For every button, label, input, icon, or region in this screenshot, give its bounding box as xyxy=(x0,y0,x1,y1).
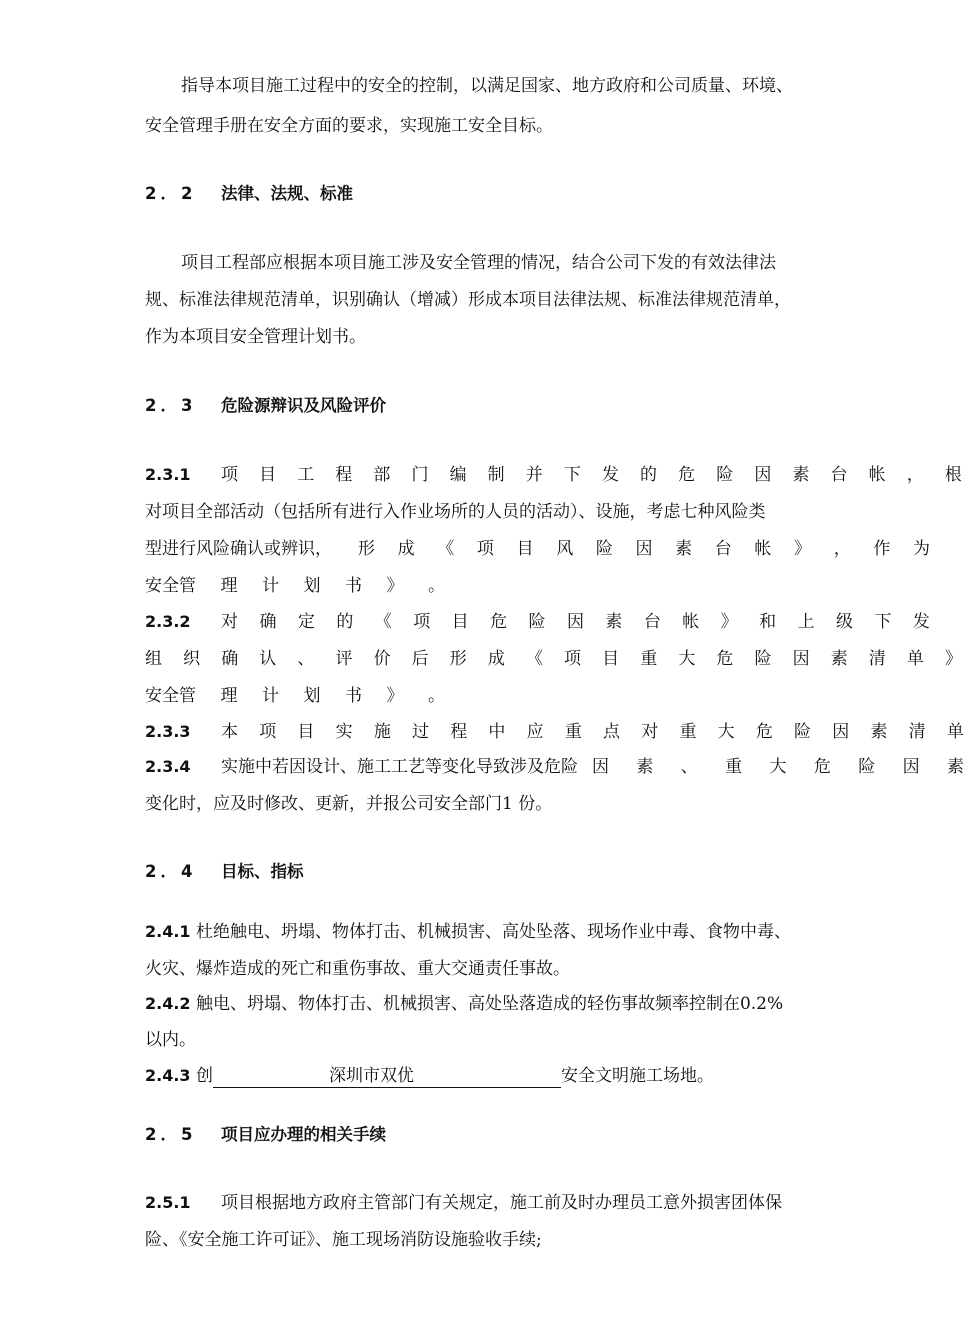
char: 程 xyxy=(450,722,468,742)
section-title: 法律、法规、标准 xyxy=(221,184,353,203)
item-number: 2.3.1 xyxy=(145,465,191,484)
char: 清 xyxy=(868,649,886,669)
char: 因 xyxy=(592,757,609,777)
char: 因 xyxy=(566,612,584,632)
char: 上 xyxy=(797,612,815,632)
char: 帐 xyxy=(682,612,700,632)
char: 过 xyxy=(412,722,430,742)
paragraph-line: 作为本项目安全管理计划书。 xyxy=(145,327,366,347)
item-text: 触电、坍塌、物体打击、机械损害、高处坠落造成的轻伤事故频率控制在0.2% xyxy=(195,994,784,1014)
char: 下 xyxy=(874,612,892,632)
item-text: 项目根据地方政府主管部门有关规定，施工前及时办理员工意外损害团体保 xyxy=(221,1193,782,1213)
char: ， xyxy=(833,539,851,559)
char: 价 xyxy=(373,649,391,669)
char: 评 xyxy=(335,649,353,669)
item-2-3-1-line-3 xyxy=(145,537,950,561)
char: 因 xyxy=(754,465,772,485)
char: 理 xyxy=(220,686,238,706)
char: 险 xyxy=(794,722,812,742)
char: 计 xyxy=(262,576,279,596)
char: 目 xyxy=(297,722,315,742)
paragraph-line: 指导本项目施工过程中的安全的控制，以满足国家、地方政府和公司质量、环境、 xyxy=(181,76,793,96)
item-number: 2.4.2 xyxy=(145,994,191,1013)
char: 级 xyxy=(836,612,853,632)
char: 危 xyxy=(716,649,734,669)
char: 。 xyxy=(428,686,445,706)
char: 》 xyxy=(720,612,738,632)
char: 》 xyxy=(944,649,962,669)
item-2-4-1-line-2: 火灾、爆炸造成的死亡和重伤事故、重大交通责任事故。 xyxy=(145,959,570,979)
section-title: 危险源辩识及风险评价 xyxy=(221,396,386,415)
char: 对 xyxy=(221,612,238,632)
char: 根 xyxy=(944,465,962,485)
char: 目 xyxy=(451,612,469,632)
char: 险 xyxy=(528,612,546,632)
char: 《 xyxy=(374,612,392,632)
char: 发 xyxy=(912,612,930,632)
char: 危 xyxy=(678,465,696,485)
char: 危 xyxy=(813,757,831,777)
item-text: 创 xyxy=(195,1066,213,1086)
char: 《 xyxy=(437,539,455,559)
text-segment: 型进行风险确认或辨识， xyxy=(145,539,332,559)
char: 素 xyxy=(636,757,654,777)
char: 编 xyxy=(449,465,467,485)
char: 险 xyxy=(858,757,876,777)
char: 大 xyxy=(717,722,735,742)
section-heading-2-5 xyxy=(145,1123,950,1147)
char: 对 xyxy=(641,722,659,742)
char: 《 xyxy=(525,649,543,669)
char: ， xyxy=(906,465,924,485)
item-number: 2.4.3 xyxy=(145,1066,191,1085)
item-2-3-1-line-4 xyxy=(145,574,445,598)
item-text: 安全文明施工场地。 xyxy=(560,1066,714,1086)
item-2-3-4-line-2: 变化时，应及时修改、更新，并报公司安全部门1 份。 xyxy=(145,794,553,814)
char: 重 xyxy=(564,722,582,742)
section-title: 目标、指标 xyxy=(221,862,304,881)
char: 安全管 xyxy=(145,686,196,706)
char: 危 xyxy=(755,722,773,742)
spread-text xyxy=(145,684,445,708)
item-2-3-4-line-1 xyxy=(145,755,964,779)
char: 项 xyxy=(564,649,582,669)
char: 险 xyxy=(754,649,772,669)
char: 台 xyxy=(714,539,732,559)
char: 门 xyxy=(411,465,429,485)
char: 》 xyxy=(794,539,812,559)
section-number: 2．3 xyxy=(145,396,197,415)
item-2-5-1-line-2: 险、《安全施工许可证》、施工现场消防设施验收手续; xyxy=(145,1230,542,1250)
char: 险 xyxy=(716,465,734,485)
char: 素 xyxy=(605,612,623,632)
char: 后 xyxy=(411,649,429,669)
char: 清 xyxy=(908,722,926,742)
char: 部 xyxy=(373,465,391,485)
item-2-3-1-line-2: 对项目全部活动（包括所有进行入作业场所的人员的活动）、设施，考虑七种风险类 xyxy=(145,502,766,522)
char: 实 xyxy=(335,722,353,742)
item-number: 2.3.4 xyxy=(145,757,191,776)
char: 的 xyxy=(336,612,354,632)
char: 大 xyxy=(678,649,696,669)
char: 危 xyxy=(490,612,508,632)
item-2-3-3-line-1 xyxy=(145,720,964,744)
char: 下 xyxy=(563,465,581,485)
spread-text xyxy=(145,647,962,671)
char: 项 xyxy=(259,722,277,742)
char: 因 xyxy=(902,757,920,777)
char: 认 xyxy=(259,649,277,669)
item-2-3-1-line-1 xyxy=(145,463,962,487)
char: 素 xyxy=(675,539,693,559)
char: 素 xyxy=(947,757,964,777)
section-heading-2-2 xyxy=(145,182,950,206)
item-number: 2.4.1 xyxy=(145,922,191,941)
char: 目 xyxy=(516,539,534,559)
char: 项 xyxy=(476,539,494,559)
char: 划 xyxy=(303,576,321,596)
char: 因 xyxy=(792,649,810,669)
spread-text xyxy=(592,755,964,779)
char: 单 xyxy=(946,722,964,742)
char: 制 xyxy=(487,465,505,485)
char: 》 xyxy=(386,686,404,706)
char: 确 xyxy=(221,649,239,669)
char: 组 xyxy=(145,649,162,669)
char: 目 xyxy=(602,649,620,669)
char: 素 xyxy=(870,722,888,742)
char: 风 xyxy=(556,539,574,559)
char: 计 xyxy=(262,686,279,706)
char: 点 xyxy=(603,722,621,742)
spread-text xyxy=(358,537,930,561)
spread-text xyxy=(221,720,964,744)
char: 和 xyxy=(759,612,777,632)
paragraph-line: 项目工程部应根据本项目施工涉及安全管理的情况，结合公司下发的有效法律法 xyxy=(181,253,776,273)
item-number: 2.3.3 xyxy=(145,722,191,741)
item-2-4-2-line-1 xyxy=(145,992,950,1016)
char: 安全管 xyxy=(145,576,196,596)
char: 素 xyxy=(830,649,848,669)
char: 素 xyxy=(792,465,810,485)
char: 书 xyxy=(345,576,362,596)
char: 险 xyxy=(595,539,613,559)
char: 目 xyxy=(259,465,277,485)
char: 并 xyxy=(525,465,543,485)
char: 重 xyxy=(725,757,743,777)
paragraph-line: 安全管理手册在安全方面的要求，实现施工安全目标。 xyxy=(145,116,553,136)
char: 应 xyxy=(526,722,544,742)
item-text: 杜绝触电、坍塌、物体打击、机械损害、高处坠落、现场作业中毒、食物中毒、 xyxy=(195,922,791,942)
char: 形 xyxy=(449,649,467,669)
section-heading-2-3 xyxy=(145,394,950,418)
item-2-3-2-line-1 xyxy=(145,610,950,634)
char: 书 xyxy=(345,686,362,706)
char: 的 xyxy=(640,465,658,485)
char: 程 xyxy=(335,465,353,485)
paragraph-line: 规、标准法律规范清单，识别确认（增减）形成本项目法律法规、标准法律规范清单， xyxy=(145,290,791,310)
char: 织 xyxy=(183,649,201,669)
char: 本 xyxy=(221,722,238,742)
char: 确 xyxy=(259,612,277,632)
section-number: 2．2 xyxy=(145,184,197,203)
char: 发 xyxy=(601,465,619,485)
char: 大 xyxy=(769,757,787,777)
char: 项 xyxy=(413,612,431,632)
char: 成 xyxy=(487,649,505,669)
section-heading-2-4 xyxy=(145,860,950,884)
char: 台 xyxy=(643,612,661,632)
item-2-5-1-line-1 xyxy=(145,1191,950,1215)
char: 划 xyxy=(303,686,321,706)
char: 单 xyxy=(906,649,924,669)
char: 。 xyxy=(428,576,445,596)
section-number: 2．5 xyxy=(145,1125,197,1144)
char: 帐 xyxy=(868,465,886,485)
char: 工 xyxy=(297,465,315,485)
char: 成 xyxy=(397,539,415,559)
item-2-4-3-line-1 xyxy=(145,1064,950,1088)
char: 定 xyxy=(297,612,315,632)
char: 台 xyxy=(830,465,848,485)
char: 作 xyxy=(873,539,891,559)
char: 中 xyxy=(488,722,506,742)
item-2-3-2-line-3 xyxy=(145,684,445,708)
char: 、 xyxy=(680,757,698,777)
char: 为 xyxy=(912,539,930,559)
filled-value: 深圳市双优 xyxy=(328,1066,414,1086)
char: 项 xyxy=(221,465,238,485)
char: 因 xyxy=(635,539,653,559)
spread-text xyxy=(145,574,445,598)
item-2-3-2-line-2 xyxy=(145,647,962,671)
item-2-4-1-line-1 xyxy=(145,920,950,944)
text-segment: 实施中若因设计、施工工艺等变化导致涉及危险 xyxy=(221,757,578,777)
section-number: 2．4 xyxy=(145,862,197,881)
char: 施 xyxy=(373,722,391,742)
item-2-4-2-line-2: 以内。 xyxy=(145,1030,196,1050)
fill-in-blank xyxy=(213,1065,561,1088)
char: 形 xyxy=(358,539,375,559)
char: 重 xyxy=(640,649,658,669)
char: 重 xyxy=(679,722,697,742)
char: 理 xyxy=(220,576,238,596)
char: 因 xyxy=(832,722,850,742)
item-number: 2.5.1 xyxy=(145,1193,191,1212)
item-number: 2.3.2 xyxy=(145,612,191,631)
section-title: 项目应办理的相关手续 xyxy=(221,1125,386,1144)
spread-text xyxy=(221,610,930,634)
char: 》 xyxy=(386,576,404,596)
char: 帐 xyxy=(754,539,772,559)
spread-text xyxy=(221,463,962,487)
char: 、 xyxy=(297,649,315,669)
